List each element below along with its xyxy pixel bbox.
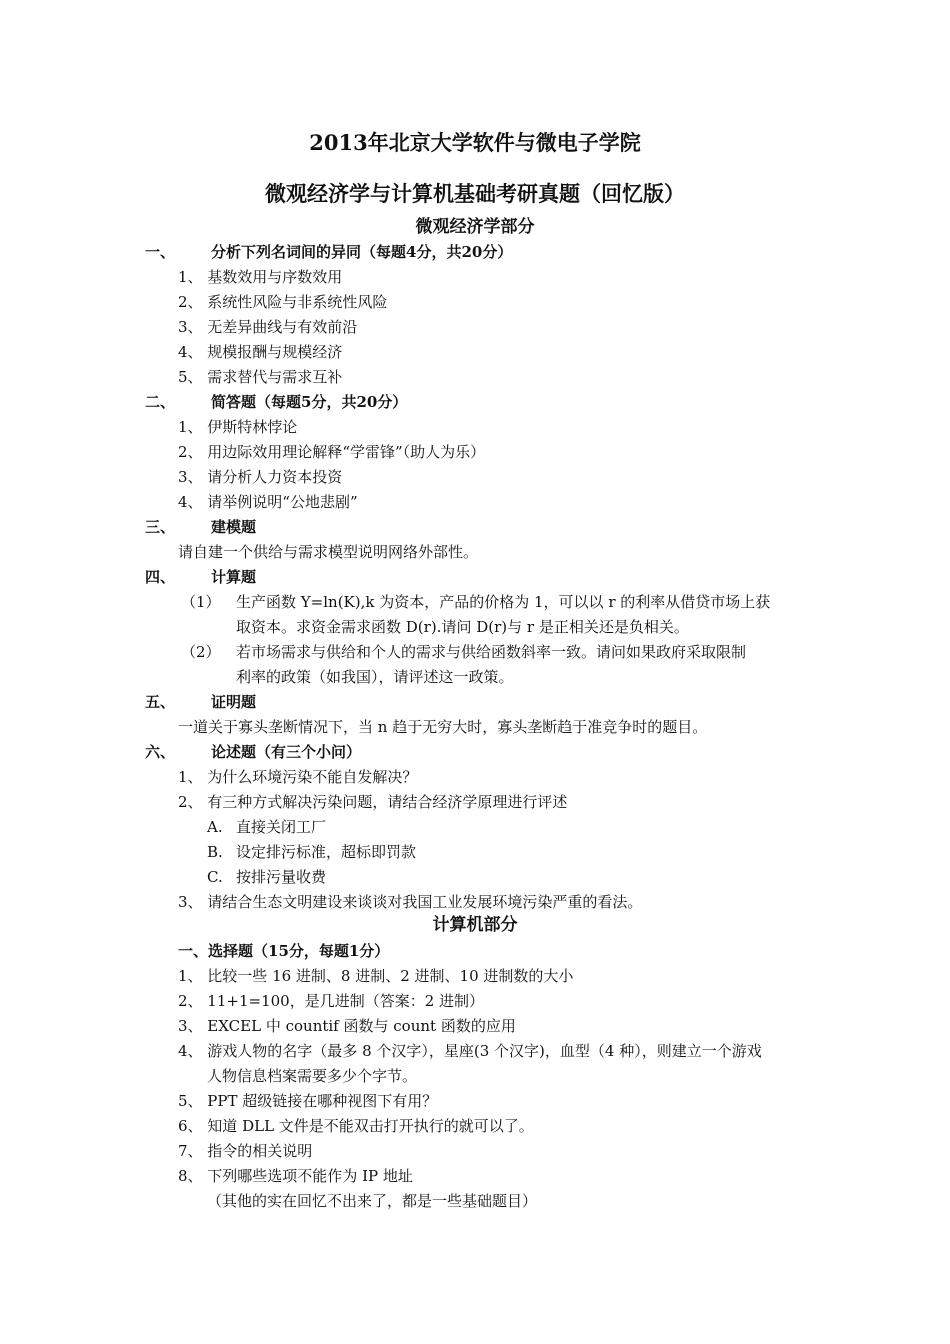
q6-sub-number: B. (207, 843, 223, 861)
cs1-item: 5、 PPT 超级链接在哪种视图下有用？ (178, 1092, 438, 1110)
q4-item-text: 利率的政策（如我国），请评述这一政策。 (236, 668, 514, 686)
q3-heading: 建模题 (211, 518, 257, 536)
section-micro-heading: 微观经济学部分 (415, 217, 535, 237)
q3-body: 请自建一个供给与需求模型说明网络外部性。 (178, 543, 479, 561)
q4-heading: 计算题 (211, 568, 257, 586)
q6-item: 1、 为什么环境污染不能自发解决？ (178, 768, 418, 786)
q2-item: 3、 请分析人力资本投资 (178, 468, 343, 486)
q1-item: 1、 基数效用与序数效用 (178, 268, 343, 286)
q1-item: 3、 无差异曲线与有效前沿 (178, 318, 358, 336)
q3-number: 三、 (145, 518, 176, 536)
q4-number: 四、 (145, 568, 176, 586)
q2-number: 二、 (145, 393, 176, 411)
q1-number: 一、 (145, 243, 176, 261)
q6-sub-number: A. (207, 818, 223, 836)
cs1-item-continued: 人物信息档案需要多少个字节。 (207, 1067, 418, 1085)
q4-item-text: 生产函数 Y=ln(K),k 为资本，产品的价格为 1，可以以 r 的利率从借贷市场上获 (236, 593, 771, 611)
q1-item: 4、 规模报酬与规模经济 (178, 343, 343, 361)
title-line-2: 微观经济学与计算机基础考研真题（回忆版） (265, 181, 685, 206)
cs1-heading: 一、选择题（15分，每题1分） (178, 942, 390, 960)
q5-number: 五、 (145, 693, 176, 711)
q6-sub-number: C. (207, 868, 223, 886)
q6-item: 2、 有三种方式解决污染问题，请结合经济学原理进行评述 (178, 793, 568, 811)
q6-item: 3、 请结合生态文明建设来谈谈对我国工业发展环境污染严重的看法。 (178, 893, 643, 911)
q6-sub-text: 设定排污标准，超标即罚款 (236, 843, 417, 861)
q1-item: 2、 系统性风险与非系统性风险 (178, 293, 388, 311)
q1-heading: 分析下列名词间的异同（每题4分，共20分） (211, 243, 513, 261)
q6-heading: 论述题（有三个小问） (211, 743, 362, 761)
section-cs-heading: 计算机部分 (432, 915, 518, 935)
q5-body: 一道关于寡头垄断情况下，当 n 趋于无穷大时，寡头垄断趋于准竞争时的题目。 (178, 718, 708, 736)
cs1-item: 3、 EXCEL 中 countif 函数与 count 函数的应用 (178, 1017, 516, 1035)
q2-item: 2、 用边际效用理论解释“学雷锋”（助人为乐） (178, 443, 486, 461)
q4-item-number: （1） (181, 593, 221, 611)
cs1-item: 1、 比较一些 16 进制、8 进制、2 进制、10 进制数的大小 (178, 967, 574, 985)
cs1-item: 7、 指令的相关说明 (178, 1142, 313, 1160)
cs1-item: 6、 知道 DLL 文件是不能双击打开执行的就可以了。 (178, 1117, 534, 1135)
q4-item-number: （2） (181, 643, 221, 661)
q2-heading: 简答题（每题5分，共20分） (211, 393, 408, 411)
q2-item: 4、 请举例说明“公地悲剧” (178, 493, 358, 511)
q4-item-text: 若市场需求与供给和个人的需求与供给函数斜率一致。请问如果政府采取限制 (236, 643, 747, 661)
q6-sub-text: 直接关闭工厂 (236, 818, 327, 836)
cs1-item: 8、 下列哪些选项不能作为 IP 地址 (178, 1167, 413, 1185)
cs1-note: （其他的实在回忆不出来了，都是一些基础题目） (207, 1192, 538, 1210)
cs1-item: 4、 游戏人物的名字（最多 8 个汉字），星座(3 个汉字)，血型（4 种），则建立一个游戏 (178, 1042, 762, 1060)
q4-item-text: 取资本。求资金需求函数 D(r).请问 D(r)与 r 是正相关还是负相关。 (236, 618, 689, 636)
q6-number: 六、 (145, 743, 176, 761)
q2-item: 1、 伊斯特林悖论 (178, 418, 298, 436)
cs1-item: 2、 11+1=100，是几进制（答案：2 进制） (178, 992, 485, 1010)
q1-item: 5、 需求替代与需求互补 (178, 368, 343, 386)
q6-sub-text: 按排污量收费 (236, 868, 327, 886)
q5-heading: 证明题 (211, 693, 257, 711)
title-line-1: 2013年北京大学软件与微电子学院 (309, 130, 641, 155)
